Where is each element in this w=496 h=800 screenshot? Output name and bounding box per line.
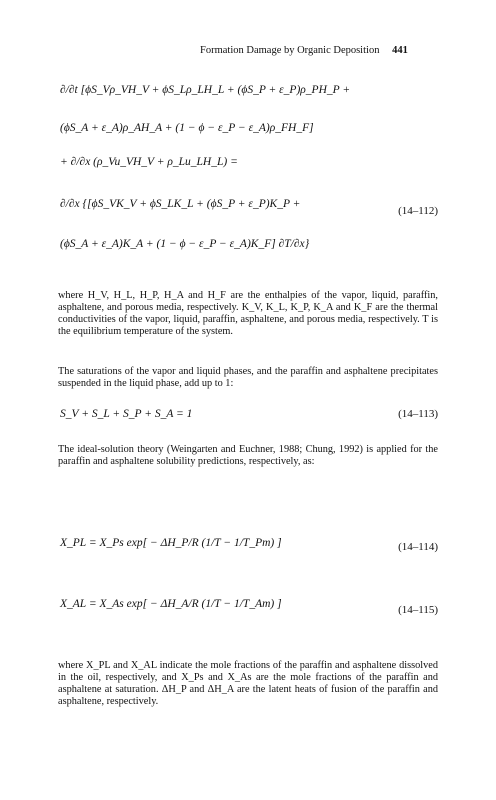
paragraph-mole-fractions: where X_PL and X_AL indicate the mole fractions of the paraffin and asphaltene dissolved in the oil, respectively, and X_Ps and X_As are the mole fractions of the paraffin and asphaltene at saturation. ΔH_P and ΔH_A are the latent heats of fusion of the paraffin and asphaltene, respectively.	[58, 660, 438, 707]
equation-14-112-line-5: (ϕS_A + ε_A)K_A + (1 − ϕ − ε_P − ε_A)K_F] ∂T/∂x}	[60, 238, 310, 250]
page-number: 441	[392, 45, 408, 56]
paragraph-enthalpies: where H_V, H_L, H_P, H_A and H_F are the enthalpies of the vapor, liquid, paraffin, asphaltene, and porous media, respectively. K_V, K_L, K_P, K_A and K_F are the thermal conductivities of the vapor, liquid, paraffin, asphaltene, and porous media, respectively. T is the equilibrium temperature of the system.	[58, 290, 438, 337]
equation-number-14-113: (14–113)	[398, 408, 438, 420]
equation-14-114: X_PL = X_Ps exp[ − ΔH_P/R (1/T − 1/T_Pm) ]	[60, 537, 282, 549]
equation-14-112-line-1	[60, 84, 350, 96]
paragraph-saturations: The saturations of the vapor and liquid phases, and the paraffin and asphaltene precipitates suspended in the liquid phase, add up to 1:	[58, 366, 438, 389]
equation-14-112-line-4: ∂/∂x {[ϕS_VK_V + ϕS_LK_L + (ϕS_P + ε_P)K_P +	[60, 198, 301, 210]
equation-number-14-114: (14–114)	[398, 541, 438, 553]
equation-14-112-line-2: (ϕS_A + ε_A)ρ_AH_A + (1 − ϕ − ε_P − ε_A)ρ_FH_F]	[60, 122, 314, 134]
equation-14-115: X_AL = X_As exp[ − ΔH_A/R (1/T − 1/T_Am) ]	[60, 598, 282, 610]
equation-14-113: S_V + S_L + S_P + S_A = 1	[60, 408, 193, 420]
header-title: Formation Damage by Organic Deposition	[200, 45, 380, 56]
equation-number-14-112: (14–112)	[398, 205, 438, 217]
equation-number-14-115: (14–115)	[398, 604, 438, 616]
equation-14-112-line-3: + ∂/∂x (ρ_Vu_VH_V + ρ_Lu_LH_L) =	[60, 156, 238, 168]
equation-text: [ϕS_Vρ_VH_V + ϕS_Lρ_LH_L + (ϕS_P + ε_P)ρ_PH_P +	[80, 84, 351, 96]
equation-operator: ∂/∂t	[60, 84, 78, 96]
running-header	[200, 45, 460, 56]
paragraph-ideal-solution: The ideal-solution theory (Weingarten and Euchner, 1988; Chung, 1992) is applied for the paraffin and asphaltene solubility predictions, respectively, as:	[58, 444, 438, 467]
